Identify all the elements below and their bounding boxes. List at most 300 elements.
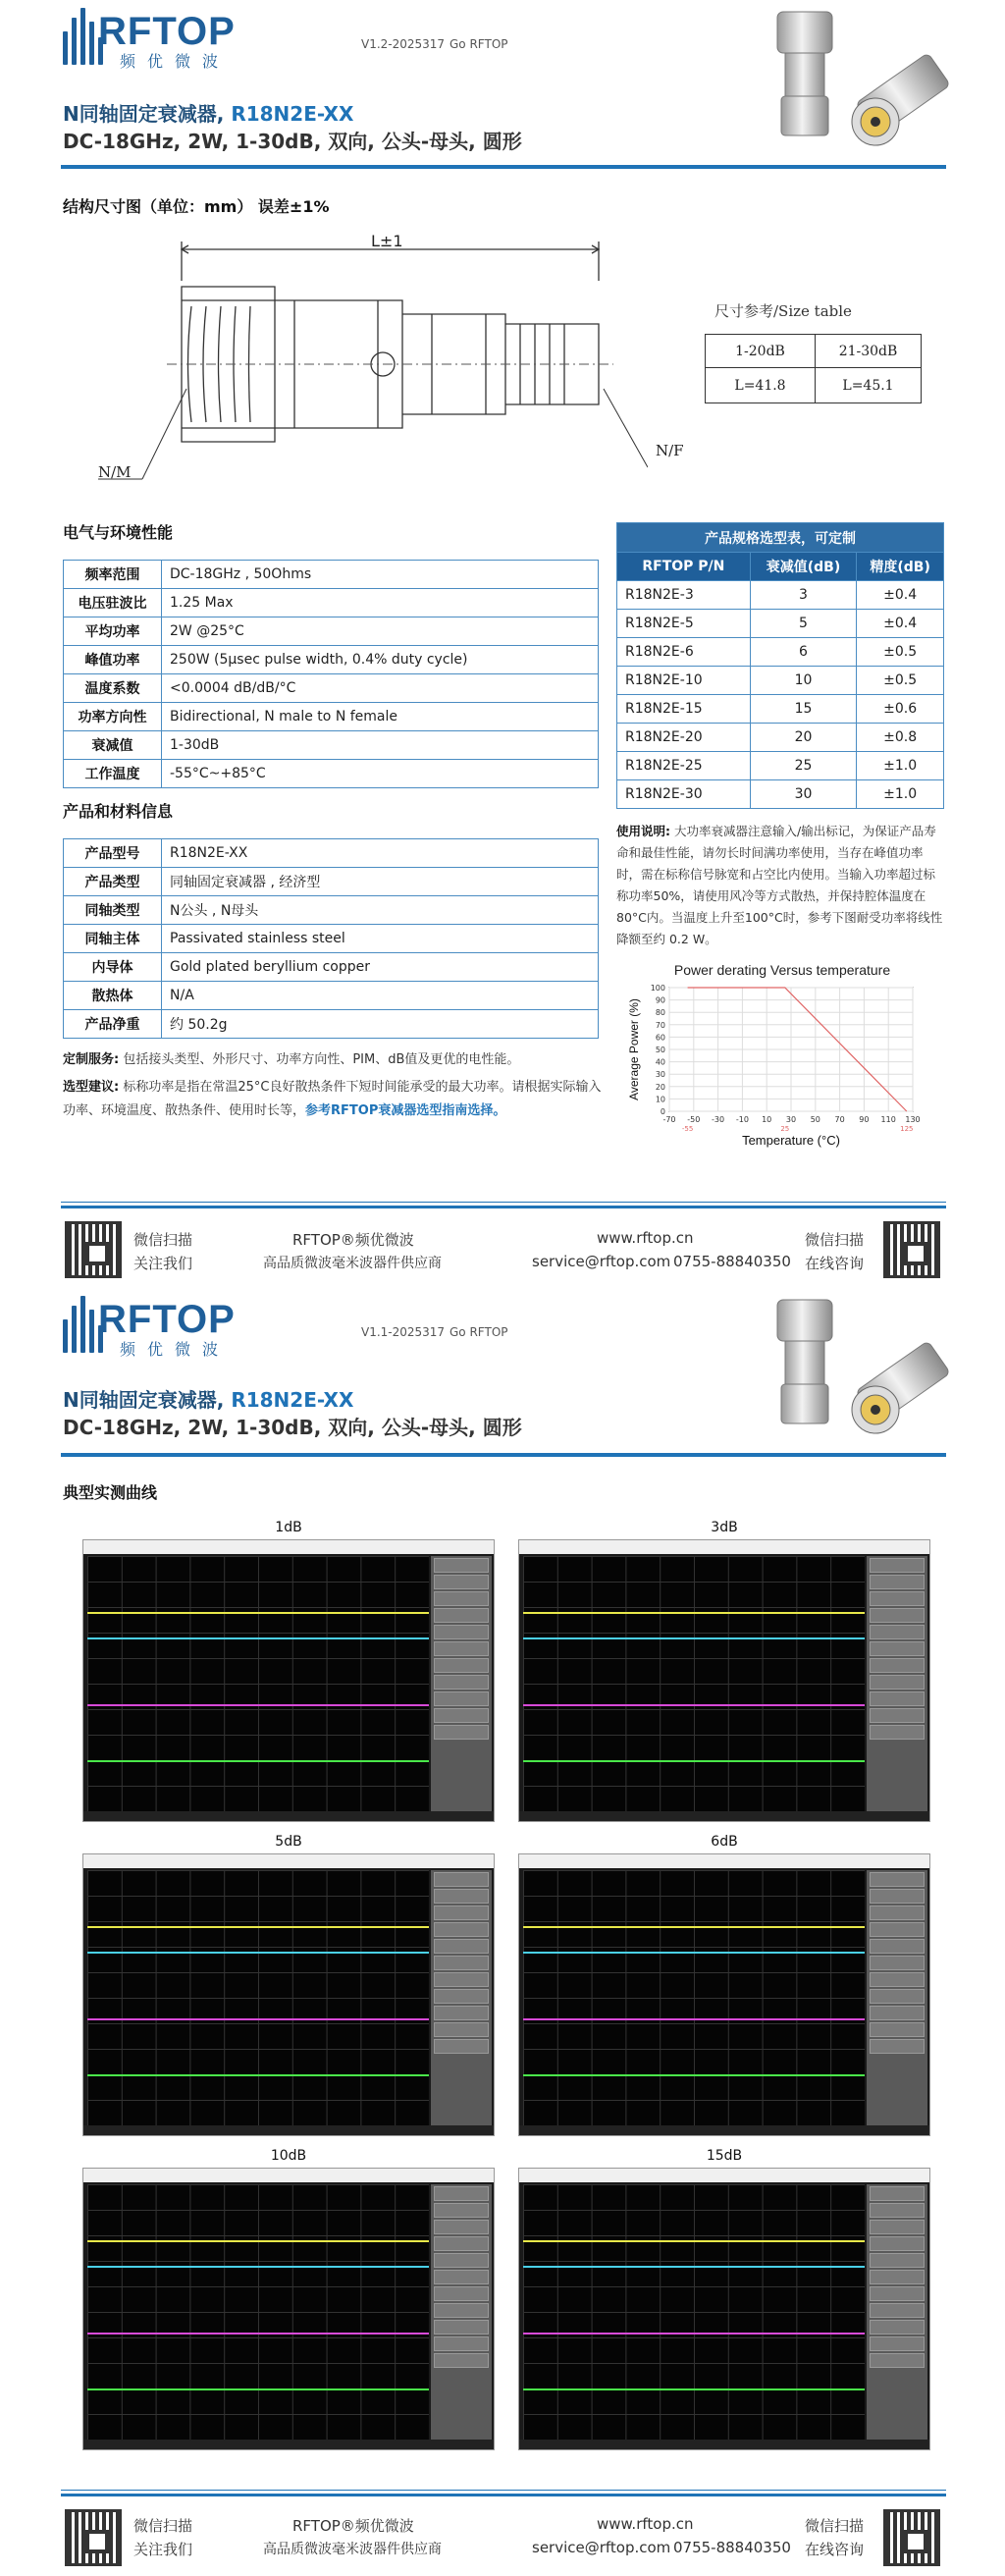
softkey	[434, 1591, 489, 1606]
table-row	[64, 868, 599, 896]
curve-panel-label: 6dB	[711, 1834, 738, 1850]
softkey	[870, 1889, 925, 1904]
trace-line	[523, 2388, 865, 2390]
spec-key: 同轴主体	[64, 925, 162, 953]
chart-title: Power derating Versus temperature	[673, 962, 891, 978]
softkey	[870, 1558, 925, 1573]
spec-value: R18N2E-XX	[162, 839, 599, 868]
spec-key: 温度系数	[64, 674, 162, 703]
db-cell: 3	[750, 581, 857, 610]
x-tick-label: -70	[662, 1115, 676, 1124]
trace-line	[87, 1704, 429, 1706]
page-title	[63, 98, 353, 127]
analyzer-plot	[87, 1870, 429, 2125]
x-tick-label-red: -55	[681, 1125, 694, 1133]
trace-line	[523, 1637, 865, 1639]
logo-subtext: 频优微波	[120, 1340, 231, 1359]
accuracy-header: 精度(dB)	[857, 553, 944, 581]
custom-label: 定制服务:	[63, 1052, 120, 1067]
curves-heading: 典型实测曲线	[63, 1483, 158, 1502]
softkey	[434, 1658, 489, 1673]
tol-cell: ±0.8	[857, 724, 944, 752]
table-row	[64, 896, 599, 925]
spec-key: 同轴类型	[64, 896, 162, 925]
softkey	[434, 2303, 489, 2318]
analyzer-menu-bar	[519, 1540, 929, 1554]
x-tick-label: -10	[735, 1115, 749, 1124]
spec-value: 1.25 Max	[162, 589, 599, 617]
y-tick-label: 50	[655, 1046, 665, 1054]
y-tick-label: 90	[655, 995, 665, 1005]
softkey	[870, 1872, 925, 1887]
analyzer-softkey-panel	[867, 2184, 927, 2440]
spec-key: 散热体	[64, 982, 162, 1010]
analyzer-plot	[87, 2184, 429, 2440]
softkey	[870, 1691, 925, 1706]
softkey	[434, 1575, 489, 1589]
pn-cell: R18N2E-30	[617, 780, 751, 809]
footer-top-rule	[61, 2490, 946, 2491]
curve-panel-label: 10dB	[270, 2148, 307, 2164]
softkey	[434, 2320, 489, 2334]
analyzer-menu-bar	[519, 2169, 929, 2182]
version-label: V1.1-2025317	[361, 1325, 446, 1339]
material-heading: 产品和材料信息	[63, 802, 174, 821]
qr-code-icon	[65, 1221, 122, 1278]
softkey	[434, 2353, 489, 2368]
y-tick-label: 40	[655, 1057, 665, 1067]
db-cell: 10	[750, 667, 857, 695]
tol-cell: ±0.5	[857, 638, 944, 667]
softkey	[870, 2022, 925, 2037]
footer-phone: 0755-88840350	[673, 1253, 791, 1270]
go-rftop-link[interactable]: Go RFTOP	[450, 37, 508, 51]
table-row	[64, 674, 599, 703]
trace-line	[87, 2240, 429, 2242]
custom-text: 包括接头类型、外形尺寸、功率方向性、PIM、dB值及更优的电性能。	[123, 1052, 520, 1067]
softkey	[870, 1939, 925, 1954]
softkey	[434, 1905, 489, 1920]
softkey	[870, 1922, 925, 1937]
y-tick-label: 10	[655, 1095, 665, 1104]
trace-line	[87, 1612, 429, 1614]
table-row	[617, 752, 944, 780]
table-row	[64, 1010, 599, 1039]
trace-line	[87, 2074, 429, 2076]
softkey	[434, 2203, 489, 2218]
trace-line	[87, 2018, 429, 2020]
footer-wechat-scan-2: 微信扫描	[805, 2517, 865, 2535]
pn-cell: R18N2E-25	[617, 752, 751, 780]
analyzer-status-bar	[83, 2440, 494, 2449]
softkey	[870, 2236, 925, 2251]
footer-website[interactable]: www.rftop.cn	[597, 1229, 694, 1247]
softkey	[870, 2039, 925, 2054]
db-cell: 6	[750, 638, 857, 667]
title-part-number: R18N2E-XX	[231, 102, 354, 126]
analyzer-status-bar	[519, 1811, 929, 1821]
header-divider	[61, 165, 946, 169]
pn-cell: R18N2E-20	[617, 724, 751, 752]
y-tick-label: 70	[655, 1020, 665, 1030]
y-tick-label: 30	[655, 1070, 665, 1080]
logo-text: RFTOP	[98, 10, 236, 53]
softkey	[870, 1575, 925, 1589]
analyzer-plot	[523, 1556, 865, 1811]
size-table	[705, 334, 922, 403]
page-title	[63, 1384, 353, 1413]
logo-mark-icon	[63, 1294, 103, 1353]
softkey	[870, 1725, 925, 1740]
spec-value: 同轴固定衰减器 , 经济型	[162, 868, 599, 896]
y-tick-label: 20	[655, 1082, 665, 1092]
softkey	[870, 2006, 925, 2020]
softkey	[434, 1725, 489, 1740]
trace-line	[523, 1926, 865, 1928]
footer-wechat-scan-2: 微信扫描	[805, 1231, 865, 1249]
footer-brand: RFTOP®频优微波	[292, 1231, 414, 1249]
x-tick-label: -50	[687, 1115, 701, 1124]
page-subtitle: DC-18GHz, 2W, 1-30dB, 双向, 公头-母头, 圆形	[63, 130, 522, 153]
footer-website[interactable]: www.rftop.cn	[597, 2515, 694, 2533]
softkey	[870, 1625, 925, 1639]
db-cell: 30	[750, 780, 857, 809]
db-cell: 5	[750, 610, 857, 638]
spec-value: 250W (5μsec pulse width, 0.4% duty cycle)	[162, 646, 599, 674]
softkey	[434, 1989, 489, 2004]
softkey	[870, 1989, 925, 2004]
analyzer-menu-bar	[83, 2169, 494, 2182]
x-tick-label: 90	[859, 1115, 870, 1124]
trace-line	[523, 2266, 865, 2268]
dimension-heading: 结构尺寸图（单位：mm） 误差±1%	[63, 197, 330, 216]
usage-label: 使用说明:	[616, 824, 670, 838]
size-cell: L=41.8	[706, 368, 816, 403]
trace-line	[87, 1952, 429, 1954]
custom-service-note	[63, 1048, 612, 1072]
usage-text: 大功率衰减器注意输入/输出标记，为保证产品寿命和最佳性能，请勿长时间满功率使用，当存在峰值功率时，需在标称信号脉宽和占空比内使用。当输入功率超过标称功率50%，请使用风冷等方式散热，并保持腔体温度在80°C内。当温度上升至100°C时，参考下图耐受功率将线性降额至约 0.2 W。	[616, 824, 943, 946]
spec-value: DC-18GHz , 50Ohms	[162, 561, 599, 589]
softkey	[434, 2039, 489, 2054]
table-row	[617, 610, 944, 638]
softkey	[870, 1675, 925, 1690]
footer-consult: 在线咨询	[805, 2541, 865, 2558]
softkey	[434, 2236, 489, 2251]
softkey	[434, 1872, 489, 1887]
header-divider	[61, 1453, 946, 1457]
length-label: L±1	[371, 232, 403, 250]
softkey	[434, 1675, 489, 1690]
x-tick-label: 50	[810, 1115, 820, 1124]
softkey	[434, 2270, 489, 2284]
analyzer-status-bar	[519, 2125, 929, 2135]
analyzer-plot	[523, 1870, 865, 2125]
x-tick-label-red: 25	[780, 1125, 790, 1133]
softkey	[434, 1956, 489, 1970]
db-cell: 20	[750, 724, 857, 752]
table-row	[64, 646, 599, 674]
spec-key: 衰减值	[64, 731, 162, 760]
table-row	[64, 561, 599, 589]
x-tick-label: 70	[834, 1115, 845, 1124]
spec-value: Gold plated beryllium copper	[162, 953, 599, 982]
network-analyzer-screenshot	[518, 1853, 930, 2136]
footer-wechat-scan: 微信扫描	[133, 1231, 193, 1249]
analyzer-plot	[87, 1556, 429, 1811]
footer-follow-us: 关注我们	[133, 2541, 193, 2558]
table-row	[617, 581, 944, 610]
softkey	[434, 2022, 489, 2037]
curve-panel-label: 15dB	[706, 2148, 743, 2164]
pn-selection-table	[616, 522, 944, 809]
spec-key: 峰值功率	[64, 646, 162, 674]
derating-chart	[618, 982, 946, 1149]
tol-cell: ±1.0	[857, 752, 944, 780]
analyzer-softkey-panel	[867, 1870, 927, 2125]
trace-line	[523, 1612, 865, 1614]
softkey	[434, 2286, 489, 2301]
network-analyzer-screenshot	[82, 1853, 495, 2136]
softkey	[870, 2353, 925, 2368]
y-tick-label: 0	[660, 1107, 665, 1116]
softkey	[434, 1972, 489, 1987]
softkey	[870, 1608, 925, 1623]
table-row	[64, 617, 599, 646]
footer-rule	[61, 2494, 946, 2496]
tol-cell: ±0.6	[857, 695, 944, 724]
footer-top-rule	[61, 1202, 946, 1203]
analyzer-softkey-panel	[431, 1556, 492, 1811]
spec-key: 产品净重	[64, 1010, 162, 1039]
pn-cell: R18N2E-3	[617, 581, 751, 610]
softkey	[870, 2203, 925, 2218]
x-axis-label: Temperature (°C)	[742, 1133, 840, 1148]
table-row	[64, 760, 599, 788]
right-connector-label: N/F	[656, 442, 684, 459]
softkey	[434, 2186, 489, 2201]
pn-cell: R18N2E-6	[617, 638, 751, 667]
table-row	[64, 731, 599, 760]
softkey	[434, 1922, 489, 1937]
table-row	[64, 925, 599, 953]
qr-code-icon	[883, 2509, 940, 2566]
trace-line	[523, 2333, 865, 2334]
db-cell: 25	[750, 752, 857, 780]
softkey	[434, 1708, 489, 1723]
trace-line	[523, 1760, 865, 1762]
dimension-drawing	[98, 222, 648, 487]
advice-label: 选型建议:	[63, 1080, 120, 1095]
softkey	[870, 2320, 925, 2334]
softkey	[870, 2286, 925, 2301]
product-photo	[766, 1294, 972, 1441]
pn-cell: R18N2E-10	[617, 667, 751, 695]
pn-cell: R18N2E-5	[617, 610, 751, 638]
trace-line	[523, 2018, 865, 2020]
softkey	[434, 1625, 489, 1639]
table-row	[64, 839, 599, 868]
curve-panel-label: 3dB	[711, 1520, 738, 1535]
softkey	[434, 2336, 489, 2351]
spec-key: 电压驻波比	[64, 589, 162, 617]
trace-line	[523, 2240, 865, 2242]
version-label: V1.2-2025317	[361, 37, 446, 51]
left-connector-label: N/M	[98, 463, 132, 481]
spec-key: 产品类型	[64, 868, 162, 896]
softkey	[434, 2220, 489, 2234]
softkey	[870, 1956, 925, 1970]
softkey	[434, 2253, 489, 2268]
analyzer-menu-bar	[83, 1540, 494, 1554]
footer-email[interactable]: service@rftop.com	[532, 2539, 671, 2556]
spec-value: N/A	[162, 982, 599, 1010]
y-axis-label: Average Power (%)	[627, 998, 641, 1100]
table-row	[617, 667, 944, 695]
logo-mark-icon	[63, 6, 103, 65]
spec-value: 1-30dB	[162, 731, 599, 760]
softkey	[870, 1658, 925, 1673]
logo-subtext: 频优微波	[120, 52, 231, 71]
material-table	[63, 838, 599, 1039]
spec-value: Bidirectional, N male to N female	[162, 703, 599, 731]
footer-wechat-scan: 微信扫描	[133, 2517, 193, 2535]
network-analyzer-screenshot	[518, 2168, 930, 2450]
trace-line	[87, 1926, 429, 1928]
table-row	[617, 780, 944, 809]
analyzer-plot	[523, 2184, 865, 2440]
analyzer-softkey-panel	[867, 1556, 927, 1811]
attenuation-header: 衰减值(dB)	[750, 553, 857, 581]
footer-follow-us: 关注我们	[133, 1255, 193, 1272]
analyzer-status-bar	[519, 2440, 929, 2449]
page-subtitle: DC-18GHz, 2W, 1-30dB, 双向, 公头-母头, 圆形	[63, 1416, 522, 1439]
qr-code-icon	[65, 2509, 122, 2566]
logo-text: RFTOP	[98, 1298, 236, 1341]
spec-value: -55°C~+85°C	[162, 760, 599, 788]
softkey	[870, 2336, 925, 2351]
footer-brand: RFTOP®频优微波	[292, 2517, 414, 2535]
tol-cell: ±0.4	[857, 610, 944, 638]
spec-key: 工作温度	[64, 760, 162, 788]
analyzer-menu-bar	[519, 1854, 929, 1868]
size-cell: 21-30dB	[816, 335, 922, 368]
softkey	[870, 2253, 925, 2268]
softkey	[434, 1939, 489, 1954]
analyzer-status-bar	[83, 2125, 494, 2135]
softkey	[434, 1889, 489, 1904]
softkey	[870, 2270, 925, 2284]
spec-key: 内导体	[64, 953, 162, 982]
spec-value: 约 50.2g	[162, 1010, 599, 1039]
softkey	[434, 1641, 489, 1656]
x-tick-label-red: 125	[900, 1125, 914, 1133]
softkey	[434, 1691, 489, 1706]
table-row	[64, 703, 599, 731]
table-row	[64, 589, 599, 617]
spec-key: 产品型号	[64, 839, 162, 868]
qr-code-icon	[883, 1221, 940, 1278]
tol-cell: ±0.5	[857, 667, 944, 695]
electrical-table	[63, 560, 599, 788]
usage-note	[616, 821, 946, 950]
softkey	[870, 2303, 925, 2318]
spec-value: Passivated stainless steel	[162, 925, 599, 953]
trace-line	[87, 2333, 429, 2334]
y-tick-label: 80	[655, 1008, 665, 1018]
network-analyzer-screenshot	[518, 1539, 930, 1822]
db-cell: 15	[750, 695, 857, 724]
table-row	[617, 638, 944, 667]
selection-guide-link[interactable]: 参考RFTOP衰减器选型指南选择。	[305, 1103, 506, 1118]
table-row	[617, 695, 944, 724]
title-prefix: N同轴固定衰减器,	[63, 1388, 232, 1412]
trace-line	[87, 1760, 429, 1762]
softkey	[870, 1972, 925, 1987]
softkey	[870, 1708, 925, 1723]
tol-cell: ±0.4	[857, 581, 944, 610]
footer-tagline: 高品质微波毫米波器件供应商	[263, 2542, 442, 2557]
footer-consult: 在线咨询	[805, 1255, 865, 1272]
trace-line	[523, 1952, 865, 1954]
y-tick-label: 100	[650, 984, 665, 993]
table-row	[64, 982, 599, 1010]
spec-key: 频率范围	[64, 561, 162, 589]
spec-key: 功率方向性	[64, 703, 162, 731]
advice-text: 标称功率是指在常温25°C良好散热条件下短时间能承受的最大功率。请根据实际输入功率、环境温度、散热条件、使用时长等，	[63, 1080, 602, 1118]
softkey	[434, 2006, 489, 2020]
x-tick-label: 110	[880, 1115, 896, 1124]
softkey	[870, 1591, 925, 1606]
curve-panel-label: 5dB	[275, 1834, 302, 1850]
softkey	[870, 1641, 925, 1656]
x-tick-label: -30	[712, 1115, 725, 1124]
pn-header: RFTOP P/N	[617, 553, 751, 581]
selection-advice-note	[63, 1076, 612, 1123]
spec-key: 平均功率	[64, 617, 162, 646]
y-tick-label: 60	[655, 1033, 665, 1043]
electrical-heading: 电气与环境性能	[63, 523, 174, 542]
trace-line	[87, 2388, 429, 2390]
network-analyzer-screenshot	[82, 2168, 495, 2450]
size-cell: L=45.1	[816, 368, 922, 403]
x-tick-label: 10	[762, 1115, 772, 1124]
softkey	[434, 1608, 489, 1623]
softkey	[870, 2220, 925, 2234]
analyzer-status-bar	[83, 1811, 494, 1821]
footer-rule	[61, 1206, 946, 1208]
curve-panel-label: 1dB	[275, 1520, 302, 1535]
softkey	[870, 1905, 925, 1920]
pn-table-caption: 产品规格选型表，可定制	[617, 523, 944, 553]
softkey	[870, 2186, 925, 2201]
trace-line	[523, 1704, 865, 1706]
go-rftop-link[interactable]: Go RFTOP	[450, 1325, 508, 1339]
softkey	[434, 1558, 489, 1573]
analyzer-softkey-panel	[431, 2184, 492, 2440]
product-photo	[766, 6, 972, 153]
x-tick-label: 130	[905, 1115, 921, 1124]
table-row	[64, 953, 599, 982]
x-tick-label: 30	[785, 1115, 797, 1124]
footer-email[interactable]: service@rftop.com	[532, 1253, 671, 1270]
title-part-number: R18N2E-XX	[231, 1388, 354, 1412]
trace-line	[87, 2266, 429, 2268]
size-table-title: 尺寸参考/Size table	[714, 302, 852, 320]
trace-line	[87, 1637, 429, 1639]
trace-line	[523, 2074, 865, 2076]
footer-phone: 0755-88840350	[673, 2539, 791, 2556]
footer-tagline: 高品质微波毫米波器件供应商	[263, 1256, 442, 1271]
